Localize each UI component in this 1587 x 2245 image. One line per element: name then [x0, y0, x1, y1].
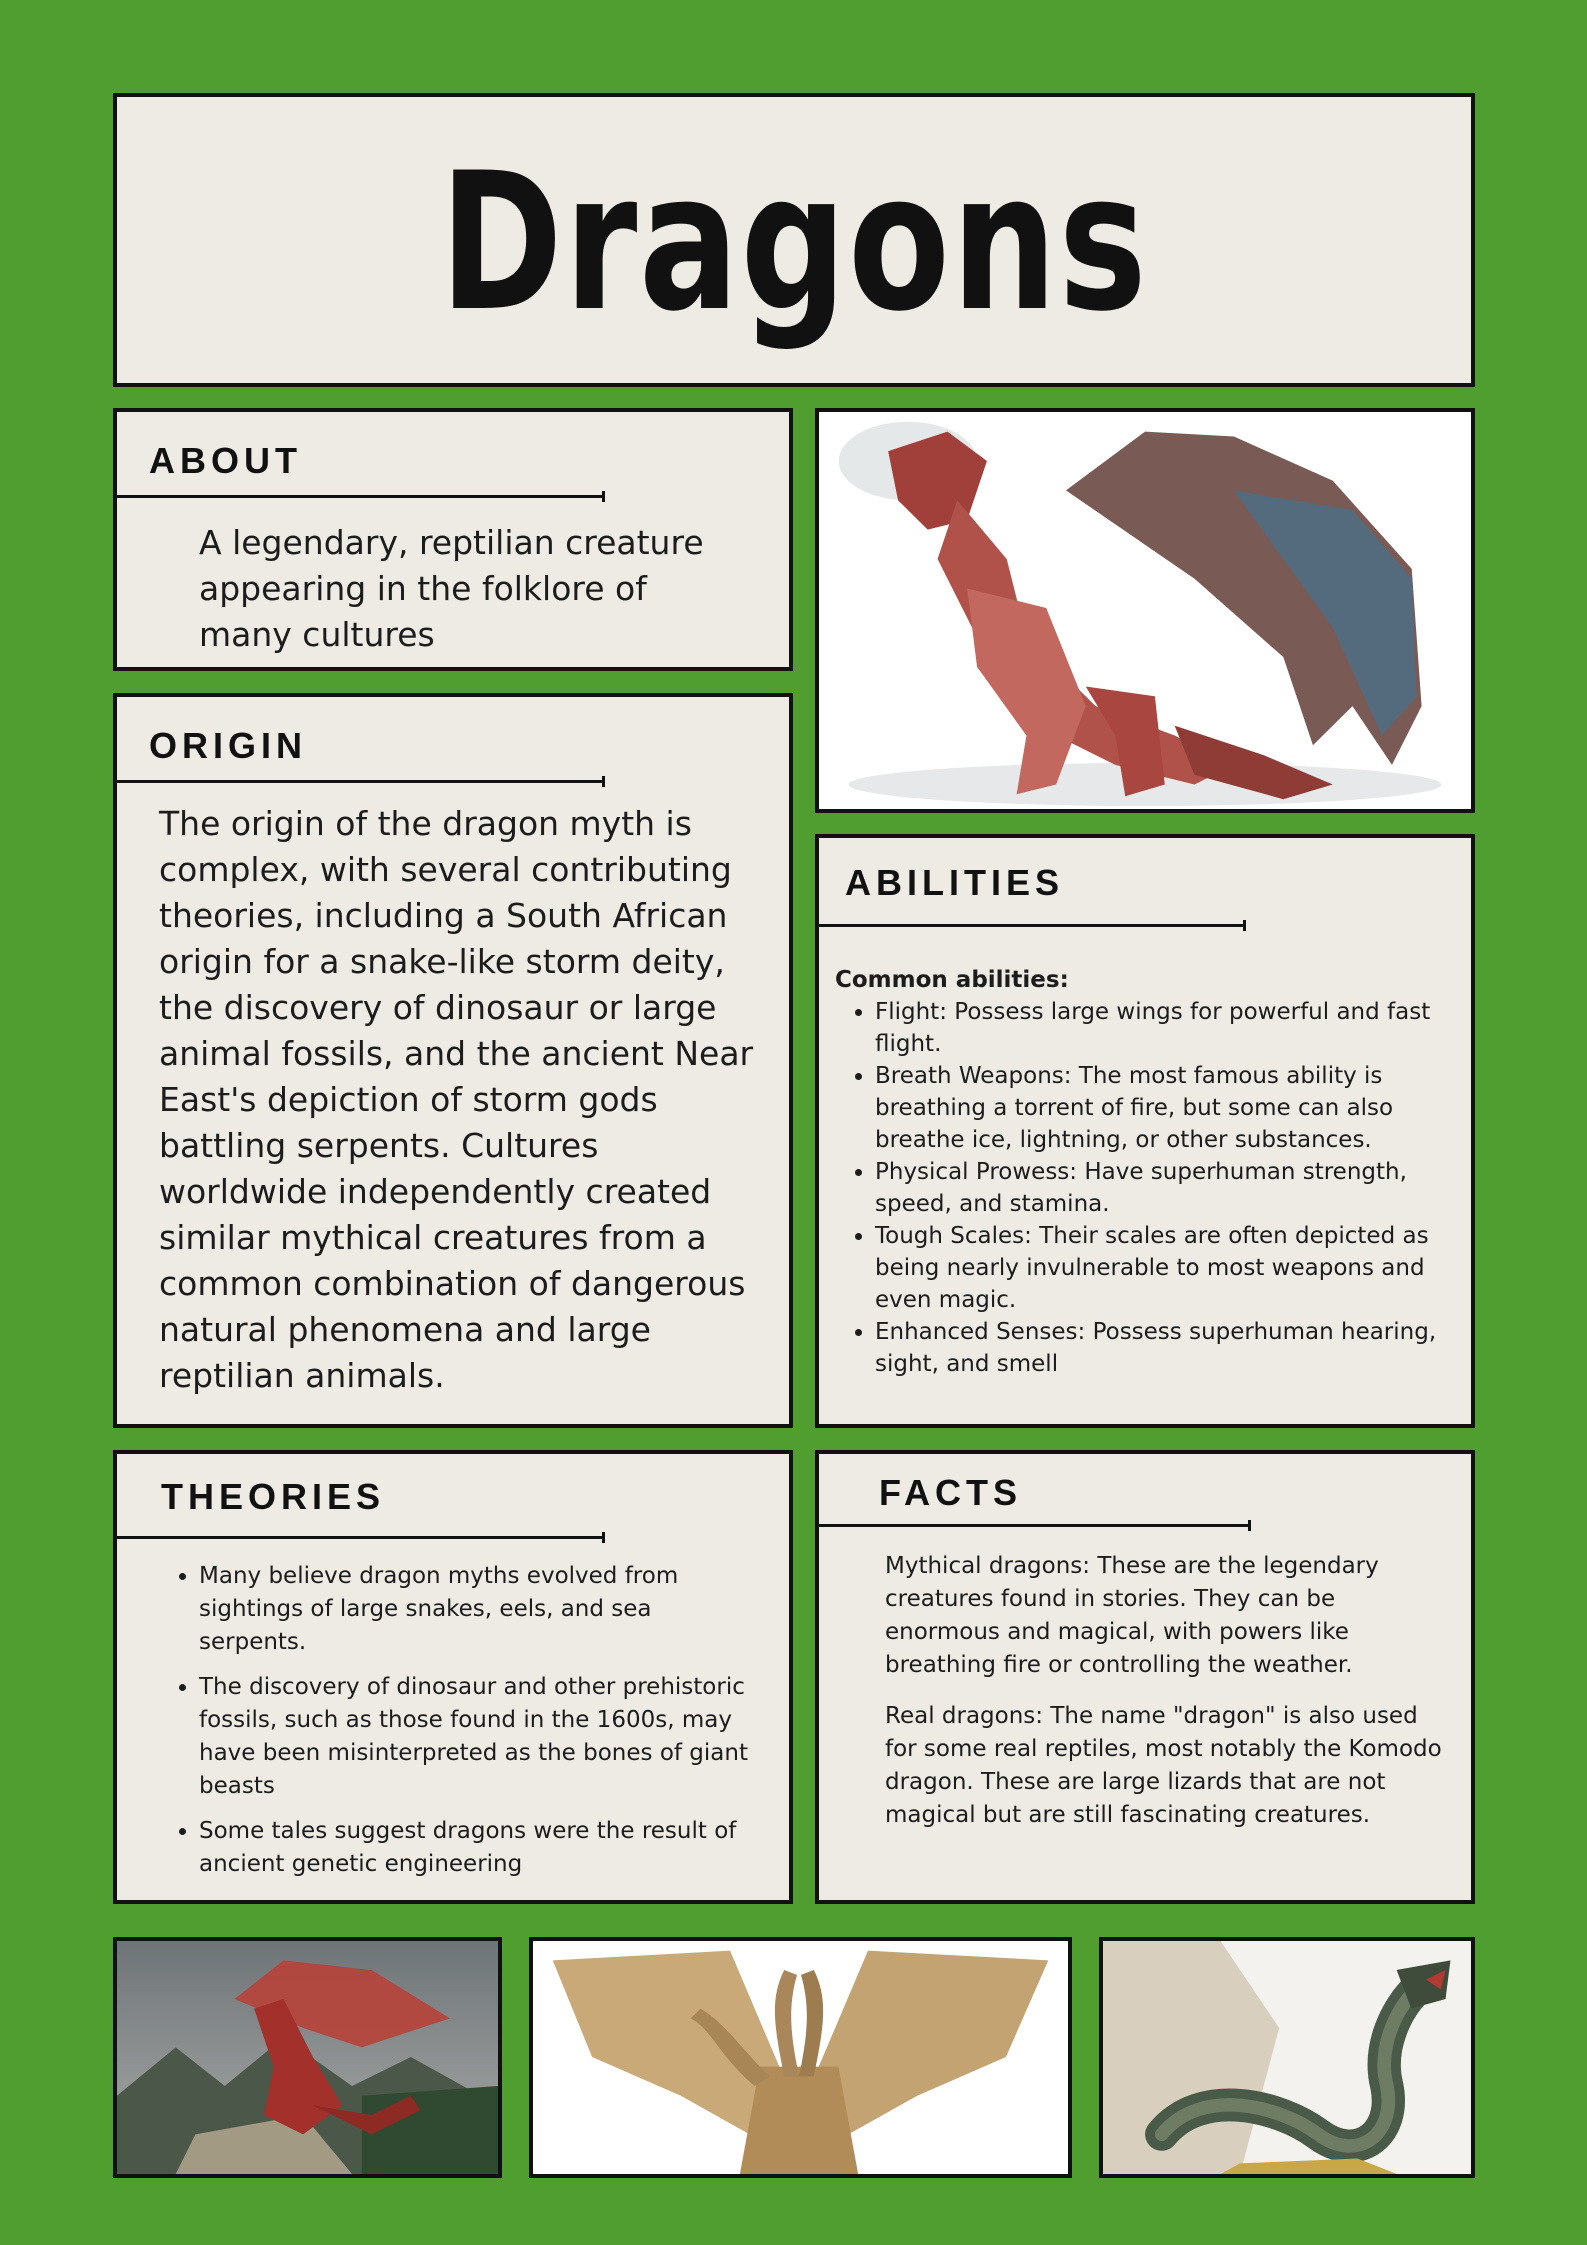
origin-heading: ORIGIN: [149, 725, 308, 766]
ability-item: • Breath Weapons: The most famous ability is breathing a torrent of fire, but some can also breathe ice, lightning, or other substances.: [875, 1060, 1455, 1156]
theory-item: • Many believe dragon myths evolved from sightings of large snakes, eels, and sea serpents.: [199, 1560, 759, 1659]
facts-body: [885, 1550, 1445, 1832]
ability-item: • Tough Scales: Their scales are often depicted as being nearly invulnerable to most weapons and even magic.: [875, 1220, 1455, 1316]
facts-panel: [815, 1450, 1475, 1904]
ability-item: • Flight: Possess large wings for powerful and fast flight.: [875, 996, 1455, 1060]
origin-rule: [117, 780, 605, 783]
theories-panel: [113, 1450, 793, 1904]
about-rule: [117, 495, 605, 498]
facts-rule: [819, 1524, 1251, 1527]
dragon-image-top: [815, 408, 1475, 813]
theories-heading: THEORIES: [161, 1476, 386, 1517]
abilities-rule: [819, 924, 1246, 927]
about-panel: [113, 408, 793, 671]
ability-item: • Enhanced Senses: Possess superhuman hearing, sight, and smell: [875, 1316, 1455, 1380]
abilities-list: [835, 996, 1455, 1380]
origin-panel: [113, 693, 793, 1428]
dragon-image-bottom-right: [1099, 1937, 1475, 2178]
abilities-body: [835, 964, 1455, 1380]
about-heading: ABOUT: [149, 440, 302, 481]
facts-paragraph: Real dragons: The name "dragon" is also used for some real reptiles, most notably the Komodo dragon. These are large lizards that are not magical but are still fascinating creatures.: [885, 1703, 1442, 1828]
theories-rule: [117, 1536, 605, 1539]
theory-item: • Some tales suggest dragons were the result of ancient genetic engineering: [199, 1815, 759, 1881]
title-banner: [113, 93, 1475, 387]
theories-body: [159, 1560, 759, 1881]
theories-list: [159, 1560, 759, 1881]
page-title: Dragons: [439, 132, 1149, 353]
about-text: A legendary, reptilian creature appearing in the folklore of many cultures: [199, 523, 704, 654]
theory-item: • The discovery of dinosaur and other prehistoric fossils, such as those found in the 1600s, may have been misinterpreted as the bones of giant beasts: [199, 1671, 759, 1803]
abilities-intro: Common abilities:: [835, 967, 1069, 993]
facts-heading: FACTS: [879, 1472, 1023, 1513]
dragon-image-bottom-center: [529, 1937, 1072, 2178]
ability-item: • Physical Prowess: Have superhuman strength, speed, and stamina.: [875, 1156, 1455, 1220]
abilities-heading: ABILITIES: [845, 862, 1065, 903]
abilities-panel: [815, 834, 1475, 1428]
dragon-image-bottom-left: [113, 1937, 502, 2178]
facts-paragraph: Mythical dragons: These are the legendary creatures found in stories. They can be enormous and magical, with powers like breathing fire or controlling the weather.: [885, 1553, 1379, 1678]
origin-text: The origin of the dragon myth is complex, with several contributing theories, including a South African origin for a snake-like storm deity, the discovery of dinosaur or large animal fossils, and the ancient Near East's depiction of storm gods battling serpents. Cultures worldwide independently created similar mythical creatures from a common combination of dangerous natural phenomena and large reptilian animals.: [159, 804, 754, 1395]
